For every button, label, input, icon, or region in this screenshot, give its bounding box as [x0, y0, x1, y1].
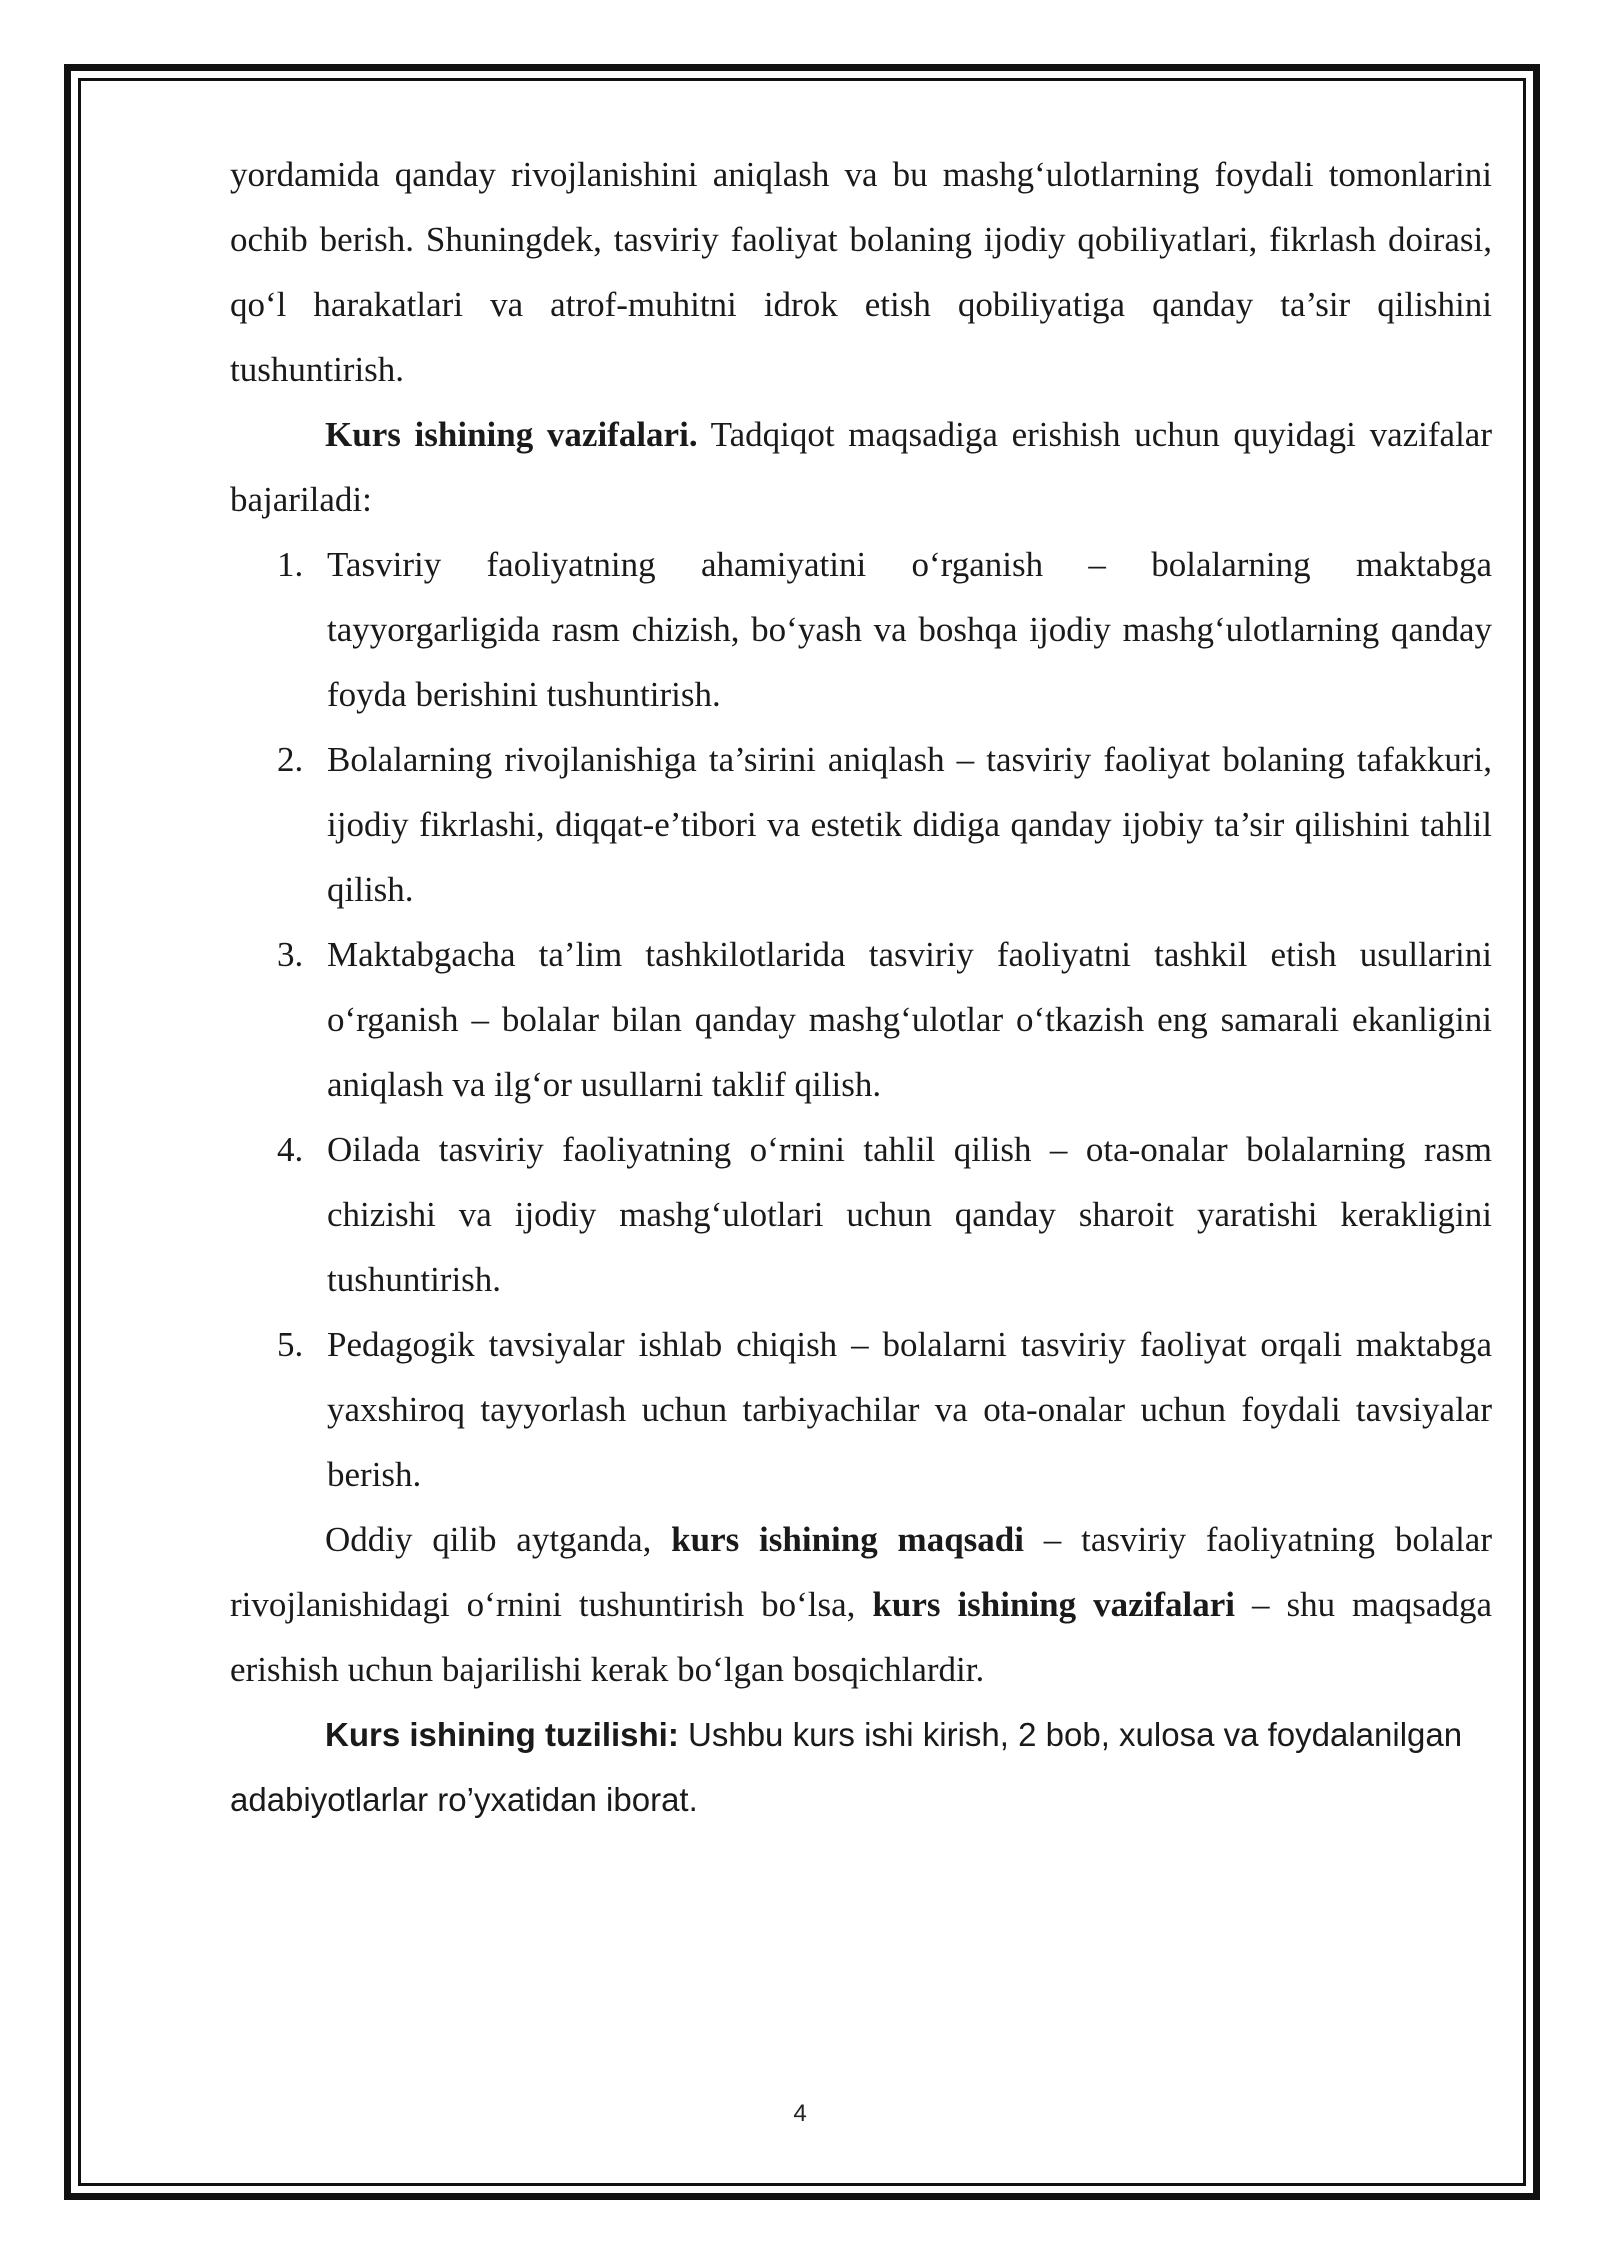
list-item	[230, 1312, 1492, 1507]
summary-paragraph	[230, 1507, 1492, 1702]
list-item-text: Tasviriy faoliyatning ahamiyatini o‘rganish – bolalarning maktabga tayyorgarligida rasm chizish, bo‘yash va boshqa ijodiy mashg‘ulotlarning qanday foyda berishini tushuntirish.	[327, 545, 1492, 714]
summary-part-2: – tasviriy faoliyatning bolalar rivojlanishidagi o‘rnini tushuntirish bo‘lsa,	[230, 1520, 1492, 1624]
page-number: 4	[793, 2100, 807, 2127]
list-item	[230, 727, 1492, 922]
list-item-text: Oilada tasviriy faoliyatning o‘rnini tahlil qilish – ota-onalar bolalarning rasm chizishi va ijodiy mashg‘ulotlari uchun qanday sharoit yaratishi kerakligini tushuntirish.	[327, 1130, 1492, 1299]
list-item	[230, 532, 1492, 727]
tasks-list	[230, 532, 1492, 1507]
list-item-number: 1.	[277, 545, 304, 584]
list-item-number: 2.	[277, 740, 304, 779]
tasks-paragraph	[230, 402, 1492, 532]
summary-bold-goal: kurs ishining maqsadi	[671, 1520, 1024, 1559]
summary-part-1: Oddiy qilib aytganda,	[325, 1520, 672, 1559]
tasks-intro: Tadqiqot maqsadiga erishish uchun quyidagi vazifalar bajariladi:	[230, 415, 1492, 519]
structure-text: Ushbu kurs ishi kirish, 2 bob, xulosa va foydalanilgan adabiyotlarlar ro’yxatidan iborat.	[230, 1716, 1463, 1818]
document-body	[230, 142, 1492, 1832]
list-item	[230, 922, 1492, 1117]
summary-bold-tasks: kurs ishining vazifalari	[872, 1585, 1236, 1624]
list-item-number: 3.	[277, 935, 304, 974]
structure-heading: Kurs ishining tuzilishi:	[325, 1716, 679, 1753]
list-item-text: Bolalarning rivojlanishiga ta’sirini aniqlash – tasviriy faoliyat bolaning tafakkuri, ijodiy fikrlashi, diqqat-e’tibori va estetik didiga qanday ijobiy ta’sir qilishini tahlil qilish.	[327, 740, 1492, 909]
tasks-heading: Kurs ishining vazifalari.	[325, 415, 698, 454]
intro-paragraph: yordamida qanday rivojlanishini aniqlash va bu mashg‘ulotlarning foydali tomonlarini ochib berish. Shuningdek, tasviriy faoliyat bolaning ijodiy qobiliyatlari, fikrlash doirasi, qo‘l harakatlari va atrof-muhitni idrok etish qobiliyatiga qanday ta’sir qilishini tushuntirish.	[230, 155, 1492, 389]
list-item	[230, 1117, 1492, 1312]
list-item-number: 5.	[277, 1325, 304, 1364]
summary-part-3: – shu maqsadga erishish uchun bajarilishi kerak bo‘lgan bosqichlardir.	[230, 1585, 1492, 1689]
list-item-number: 4.	[277, 1130, 304, 1169]
list-item-text: Pedagogik tavsiyalar ishlab chiqish – bolalarni tasviriy faoliyat orqali maktabga yaxshiroq tayyorlash uchun tarbiyachilar va ota-onalar uchun foydali tavsiyalar berish.	[327, 1325, 1492, 1494]
structure-paragraph	[230, 1702, 1492, 1832]
list-item-text: Maktabgacha ta’lim tashkilotlarida tasviriy faoliyatni tashkil etish usullarini o‘rganish – bolalar bilan qanday mashg‘ulotlar o‘tkazish eng samarali ekanligini aniqlash va ilg‘or usullarni taklif qilish.	[327, 935, 1492, 1104]
